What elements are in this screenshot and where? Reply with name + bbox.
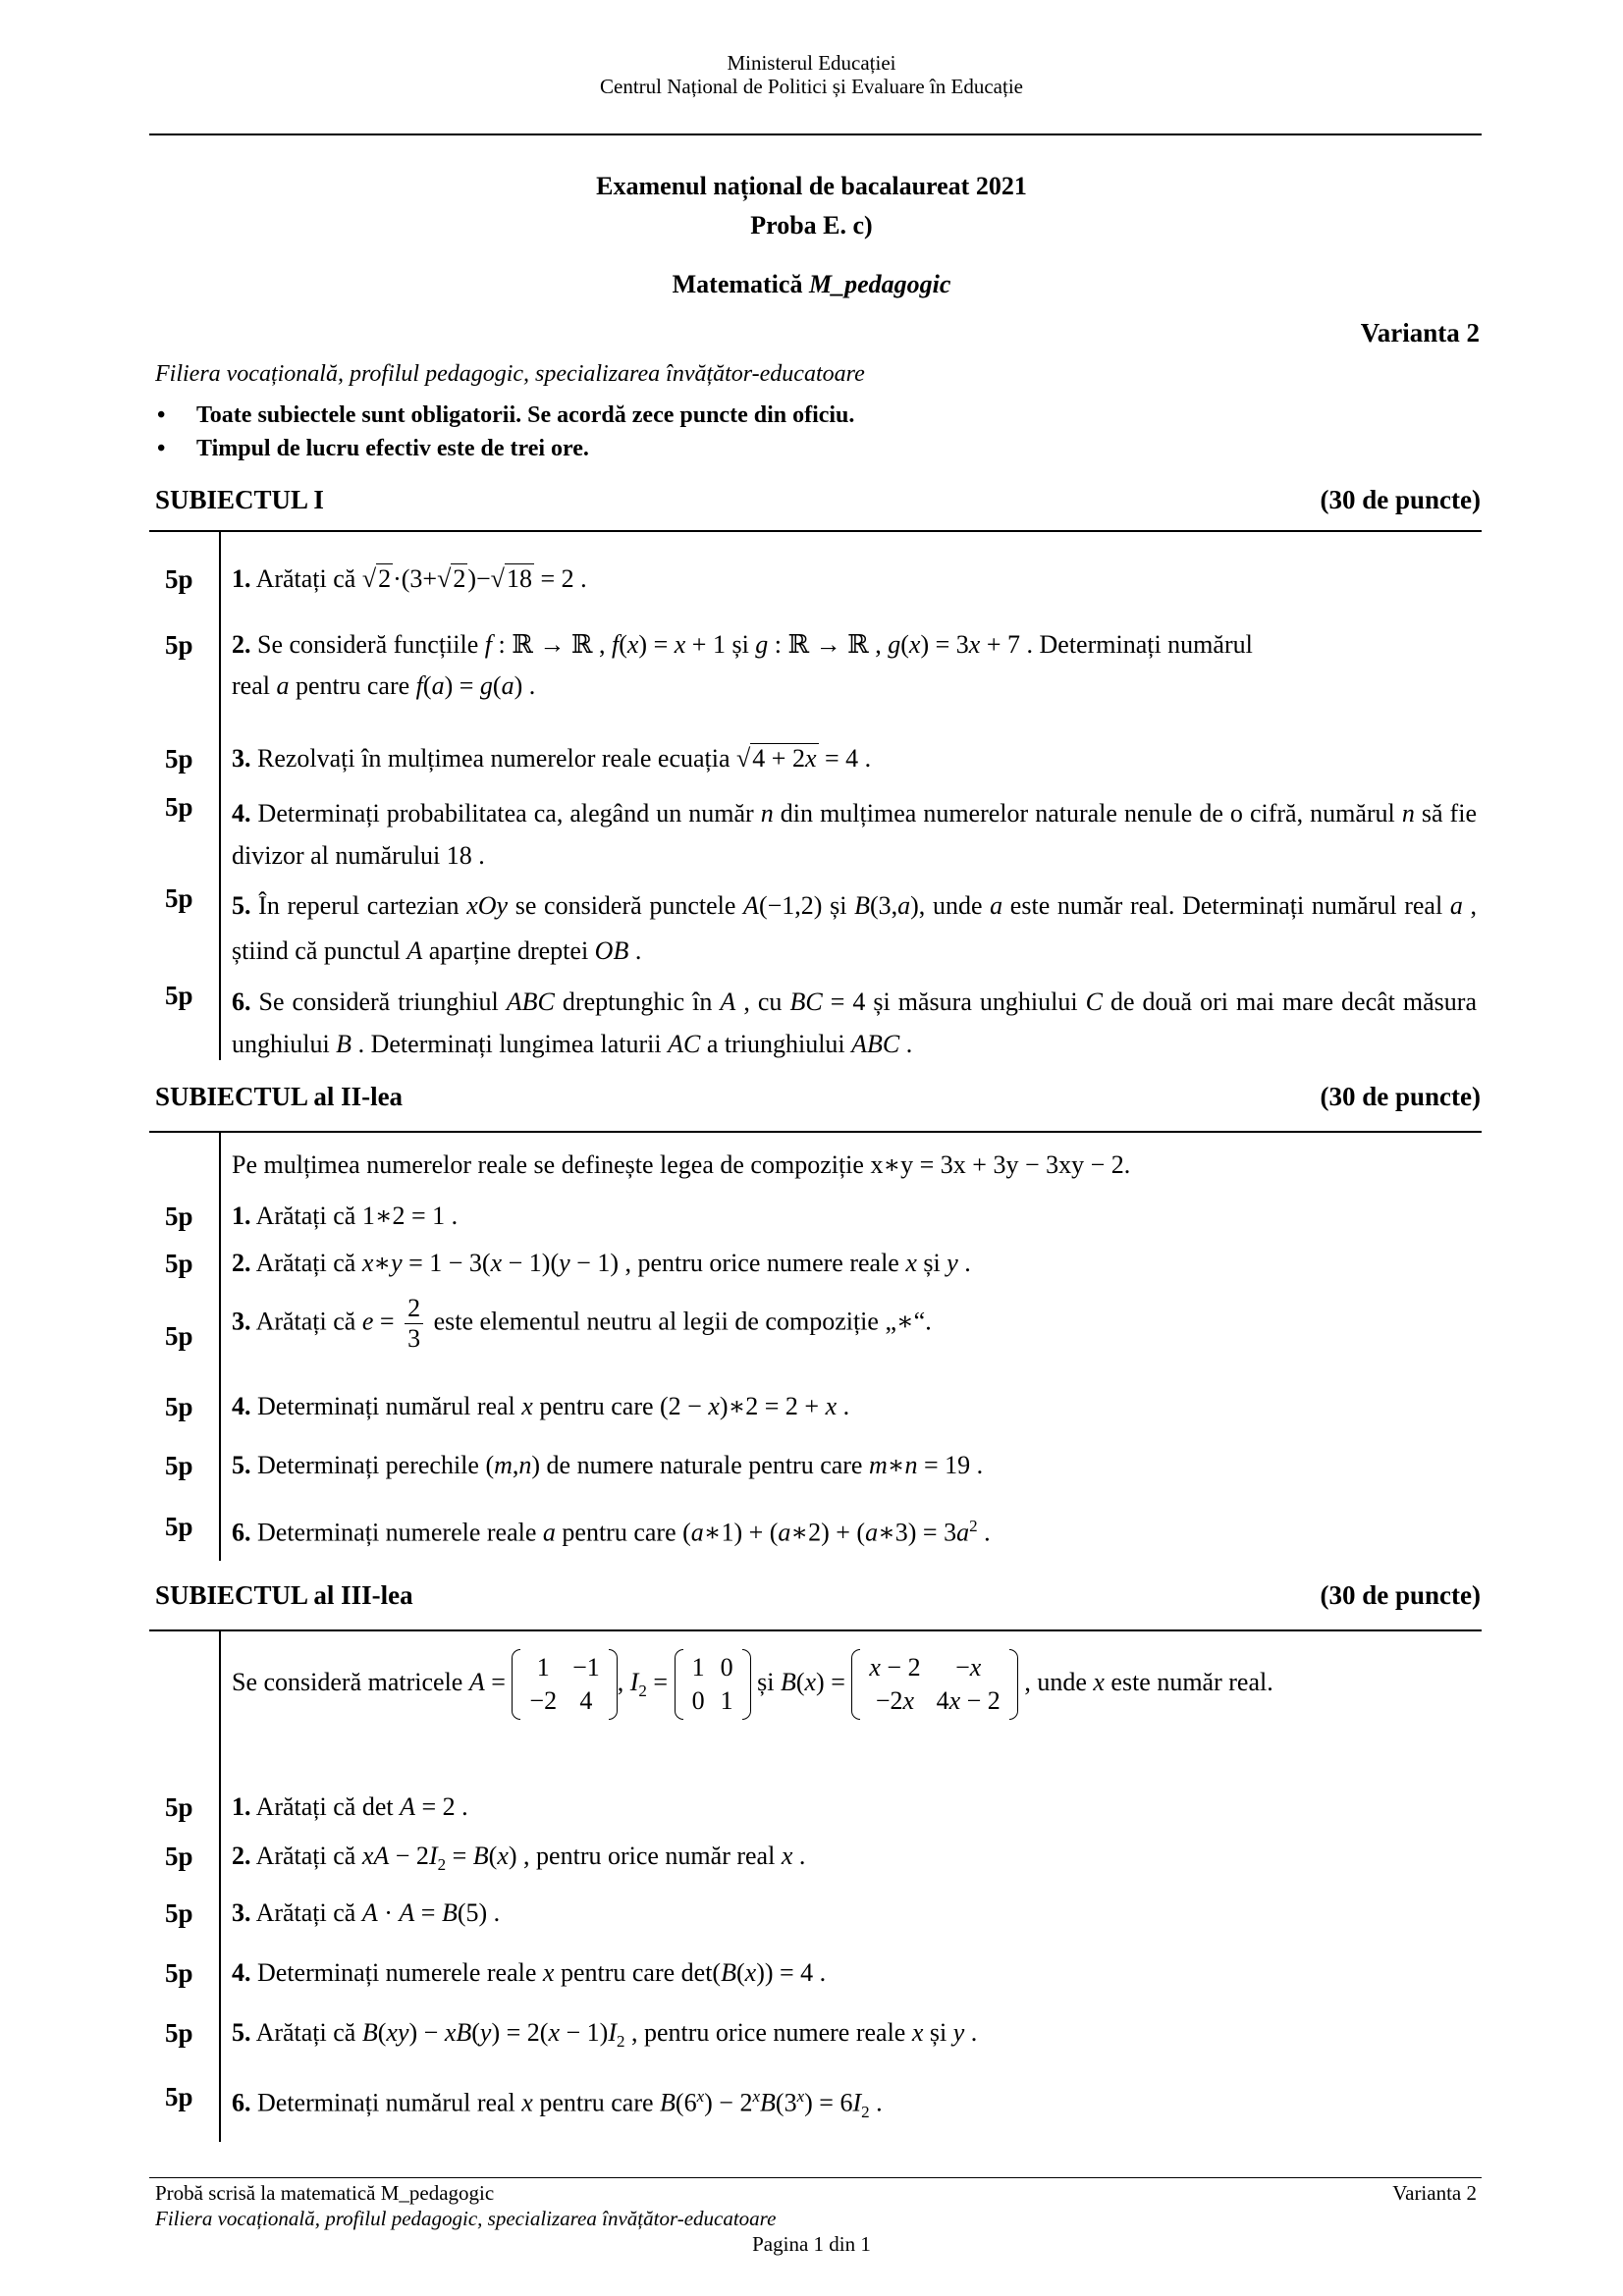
section-3-points: (30 de puncte): [1320, 1580, 1481, 1610]
section-2-rule: [149, 1131, 1482, 1133]
instruction-2: • Timpul de lucru efectiv este de trei ore.: [157, 436, 589, 461]
section-1-rule: [149, 530, 1482, 532]
matrix-identity: 1 0 0 1: [675, 1651, 751, 1718]
s2-problem-6: 6. Determinați numerele reale a pentru care (a∗1) + (a∗2) + (a∗3) = $3a^2$ .: [232, 1517, 991, 1547]
points-badge: 5p: [165, 564, 193, 594]
s3-problem-2: 2. Arătați că xA − $2I_2 = B(x)$ , pentru orice număr real x .: [232, 1842, 806, 1875]
s3-problem-4: 4. Determinați numerele reale x pentru care det(B(x)) = 4 .: [232, 1958, 827, 1987]
s3-problem-3: 3. Arătați că A · A = B(5) .: [232, 1898, 501, 1927]
exam-subject: Matematică M_pedagogic: [672, 270, 951, 298]
points-badge: 5p: [165, 744, 193, 774]
footer-track: Filiera vocațională, profilul pedagogic, specializarea învățător-educatoare: [155, 2207, 777, 2230]
exam-title: Examenul național de bacalaureat 2021: [596, 172, 1027, 200]
s2-problem-5: 5. Determinați perechile (m,n) de numere naturale pentru care m∗n = 19 .: [232, 1451, 984, 1479]
s2-problem-1: 1. Arătați că 1∗2 = 1 .: [232, 1201, 459, 1230]
center-name: Centrul Național de Politici și Evaluare în Educație: [600, 75, 1023, 98]
s1-problem-2: 2. Se consideră funcțiile f : ℝ → ℝ , f(x) = x + 1 și g : ℝ → ℝ , g(x) = 3x + 7 . Determinați numărul real a pentru care f(a) = g(a) .: [232, 630, 1253, 700]
s1-problem-3: 3. Rezolvați în mulțimea numerelor reale ecuația √4 + 2x = 4 .: [232, 744, 872, 773]
points-badge: 5p: [165, 1512, 193, 1541]
ministry-name: Ministerul Educației: [727, 51, 896, 75]
footer-page-number: Pagina 1 din 1: [752, 2232, 871, 2256]
s2-problem-4: 4. Determinați numărul real x pentru care (2 − x)∗2 = 2 + x .: [232, 1392, 850, 1420]
matrix-b: x − 2 −x −2x 4x − 2: [851, 1651, 1017, 1718]
section-2-header: [155, 1081, 1481, 1112]
s3-problem-5: 5. Arătați că $B(xy) - xB(y) = 2(x - 1)I_2$ , pentru orice numere reale x și y .: [232, 2018, 978, 2052]
s1-problem-4: 4. Determinați probabilitatea ca, alegând un număr n din mulțimea numerelor naturale nenule de o cifră, numărul n să fie divizor al numărului 18 .: [232, 799, 1477, 870]
subject-name: M_pedagogic: [808, 270, 951, 298]
s3-intro: Se consideră matricele A = 1 −1 −2 4 , $I_2$ = 1 0 0 1 și B(x) = x − 2 −x −2x 4x − 2 , unde x este număr real.: [232, 1651, 1477, 1718]
points-badge: 5p: [165, 1451, 193, 1480]
section-1-margin-bar: [219, 530, 221, 1060]
exam-proba: Proba E. c): [750, 211, 873, 240]
points-badge: 5p: [165, 1898, 193, 1928]
points-badge: 5p: [165, 1958, 193, 1988]
matrix-a: 1 −1 −2 4: [512, 1651, 617, 1718]
s1-problem-5: 5. În reperul cartezian xOy se consideră punctele A(−1,2) și B(3,a), unde a este număr real. Determinați numărul real a , știind că punctul A aparține dreptei OB .: [232, 891, 1477, 965]
section-1-header: [155, 484, 1481, 515]
points-badge: 5p: [165, 1792, 193, 1822]
points-badge: 5p: [165, 981, 193, 1010]
points-badge: 5p: [165, 1842, 193, 1871]
points-badge: 5p: [165, 1392, 193, 1421]
section-3-header: [155, 1579, 1481, 1611]
s1-problem-6: 6. Se consideră triunghiul ABC dreptunghic în A , cu BC = 4 și măsura unghiului C de două ori mai mare decât măsura unghiului B . Determinați lungimea laturii AC a triunghiului ABC .: [232, 988, 1477, 1058]
points-badge: 5p: [165, 792, 193, 822]
instruction-1: • Toate subiectele sunt obligatorii. Se acordă zece puncte din oficiu.: [157, 402, 855, 428]
s3-problem-6: 6. Determinați numărul real x pentru care $B(6^x) - 2^xB(3^x) = 6I_2$ .: [232, 2087, 883, 2121]
s2-problem-3: 3. Arătați că e = $\frac{2}{3}$ este elementul neutru al legii de compoziție „∗“.: [232, 1294, 932, 1353]
points-badge: 5p: [165, 1321, 193, 1351]
s1-problem-1: 1. Arătați că √2·(3+√2)−√18 = 2 .: [232, 564, 587, 593]
section-1-points: (30 de puncte): [1320, 485, 1481, 514]
section-2-title: SUBIECTUL al II-lea: [155, 1082, 404, 1111]
section-3-margin-bar: [219, 1629, 221, 2142]
s2-intro: Pe mulțimea numerelor reale se definește legea de compoziție x∗y = 3x + 3y − 3xy − 2.: [232, 1150, 1131, 1179]
points-badge: 5p: [165, 630, 193, 660]
section-1-title: SUBIECTUL I: [155, 485, 324, 514]
points-badge: 5p: [165, 1249, 193, 1278]
variant-label: Varianta 2: [1360, 318, 1480, 347]
section-3-title: SUBIECTUL al III-lea: [155, 1580, 413, 1610]
header-rule: [149, 133, 1482, 135]
points-badge: 5p: [165, 2018, 193, 2048]
points-badge: 5p: [165, 1201, 193, 1231]
footer-rule: [149, 2177, 1482, 2178]
footer-variant: Varianta 2: [1392, 2181, 1477, 2205]
footer-line-1: Probă scrisă la matematică M_pedagogic Varianta 2: [155, 2181, 1477, 2205]
points-badge: 5p: [165, 2082, 193, 2111]
section-2-margin-bar: [219, 1131, 221, 1561]
fraction-two-thirds: $\frac{2}{3}$: [405, 1294, 423, 1354]
section-3-rule: [149, 1629, 1482, 1631]
track-line: Filiera vocațională, profilul pedagogic, specializarea învățător-educatoare: [155, 361, 865, 387]
points-badge: 5p: [165, 883, 193, 913]
s2-problem-2: 2. Arătați că x∗y = 1 − 3(x − 1)(y − 1) , pentru orice numere reale x și y .: [232, 1249, 971, 1277]
s3-problem-1: 1. Arătați că det A = 2 .: [232, 1792, 468, 1821]
section-2-points: (30 de puncte): [1320, 1082, 1481, 1111]
